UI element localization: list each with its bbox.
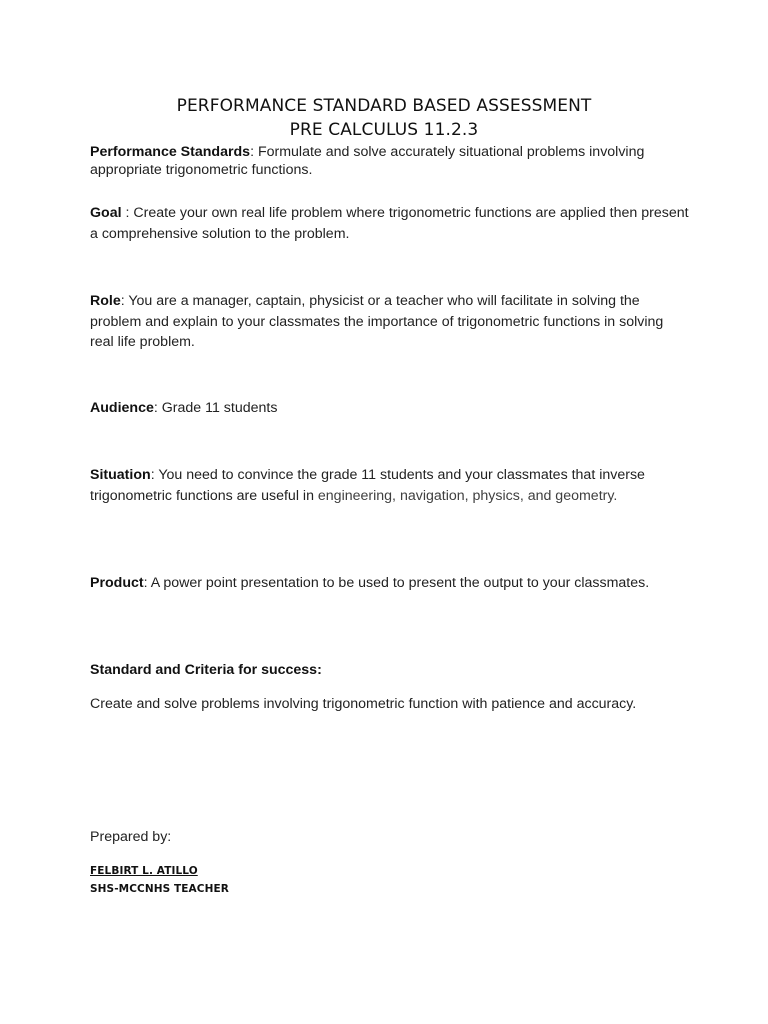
prepared-by-label: Prepared by: (90, 829, 172, 845)
product-text: : A power point presentation to be used to present the output to your classmates. (143, 575, 650, 591)
criteria-heading: Standard and Criteria for success: (90, 662, 322, 678)
role-label: Role (90, 293, 121, 309)
goal-paragraph (90, 203, 690, 244)
performance-standards-text: : Formulate and solve accurately situational problems involving appropriate trigonometric functions. (90, 144, 645, 178)
document-title: PERFORMANCE STANDARD BASED ASSESSMENT (176, 96, 592, 116)
situation-paragraph (90, 465, 690, 506)
situation-label: Situation (90, 467, 151, 483)
role-text: : You are a manager, captain, physicist or a teacher who will facilitate in solving the problem and explain to your classmates the importance of trigonometric functions in solving real life problem. (90, 293, 664, 350)
criteria-heading-paragraph (90, 660, 690, 681)
criteria-text: Create and solve problems involving trigonometric function with patience and accuracy. (90, 696, 637, 712)
performance-standards-label: Performance Standards (90, 144, 251, 160)
situation-text-fields: engineering, navigation, physics, and geometry. (317, 487, 618, 504)
goal-text: : Create your own real life problem where trigonometric functions are applied then present a comprehensive solution to the problem. (90, 205, 689, 242)
product-label: Product (90, 575, 144, 591)
audience-paragraph (90, 398, 690, 419)
product-paragraph (90, 573, 690, 594)
goal-label: Goal (90, 205, 122, 221)
signatory-name: FELBIRT L. ATILLO (90, 865, 198, 877)
situation-text: : You need to convince the grade 11 students and your classmates that inverse trigonometric functions are useful in (90, 467, 645, 504)
signatory-position: SHS-MCCNHS TEACHER (90, 883, 229, 895)
performance-standards-paragraph (90, 144, 690, 179)
audience-label: Audience (90, 400, 154, 416)
document-subtitle: PRE CALCULUS 11.2.3 (289, 120, 479, 140)
audience-text: : Grade 11 students (153, 400, 278, 416)
role-paragraph (90, 291, 690, 353)
